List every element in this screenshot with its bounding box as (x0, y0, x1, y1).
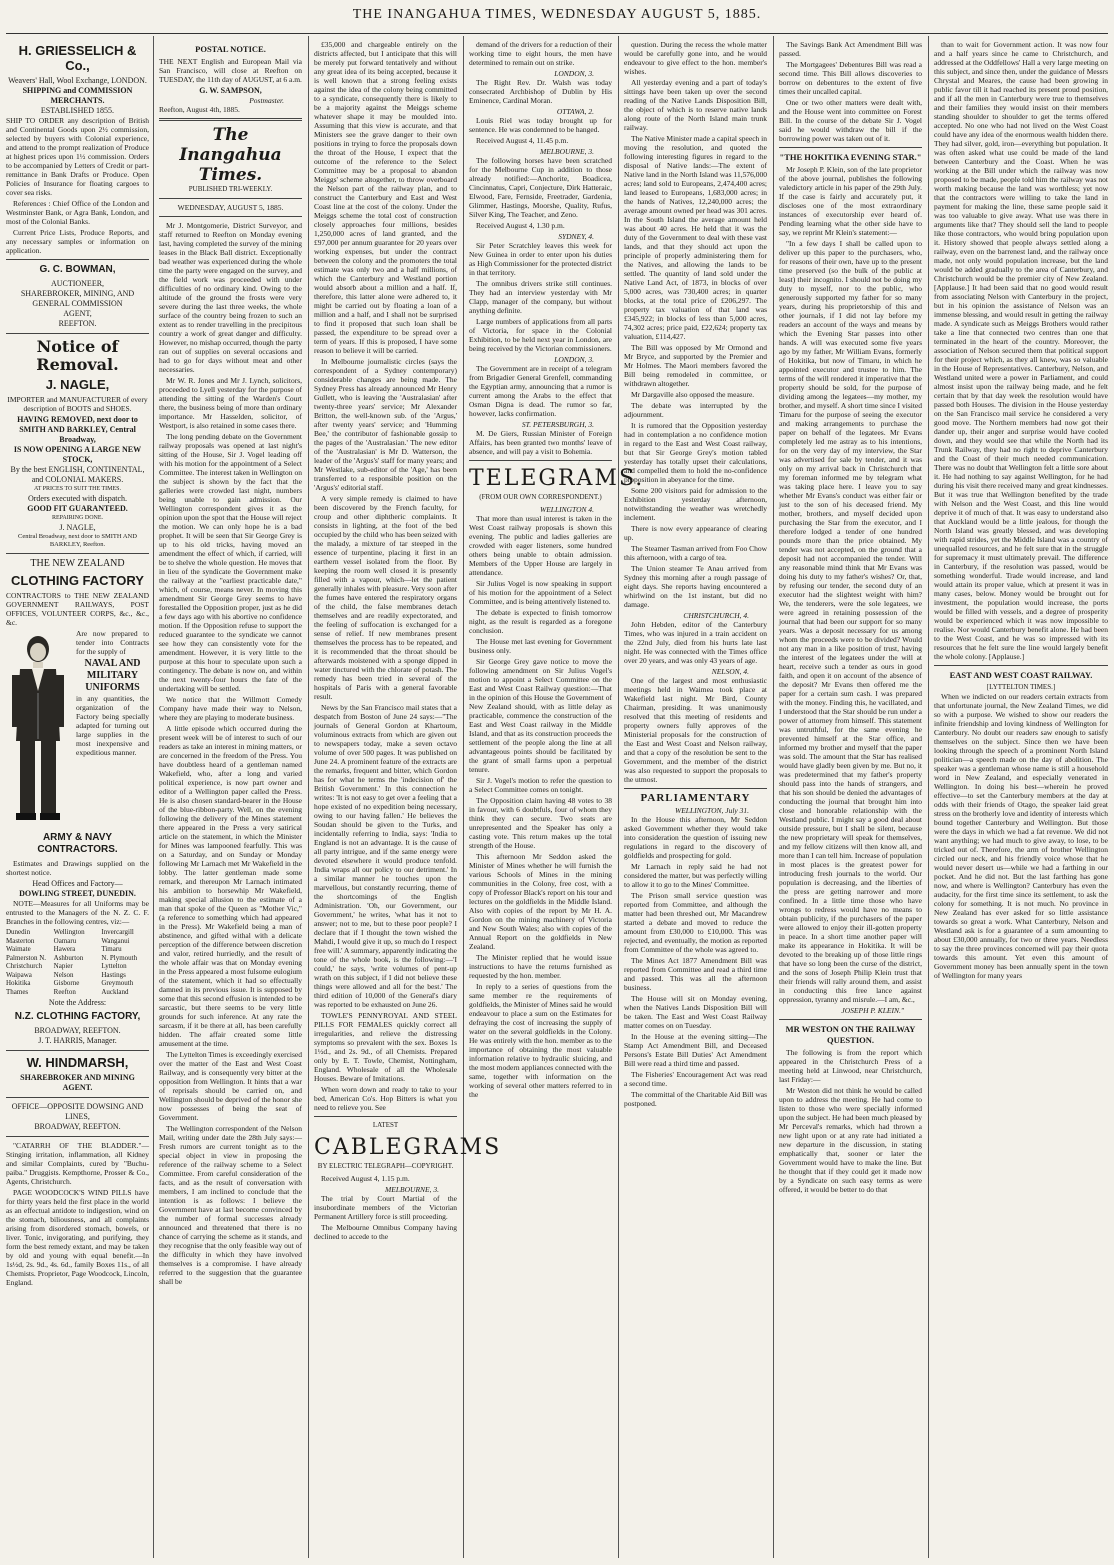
paragraph: Sir George Grey gave notice to move the following amendment on Sir Julius Vogel's motion to appoint a Select Committee on the East and West Coast Railway question:—That in the opinion of this House the Government of New Zealand should, with as little delay as practicable, commence the construction of the East and West Coast railway in the Middle Island, and that as its construction proceeds the settlement of the people along the line at all advantageous points should be facilitated by the grant of small farms upon a perpetual tenure. (469, 657, 612, 774)
ad-divider (6, 1136, 149, 1137)
griesselich-address: Weavers' Hall, Wool Exchange, LONDON. (8, 76, 147, 85)
branch-town: Dunedin (6, 928, 31, 936)
nagle-signature: J. NAGLE, (59, 523, 96, 532)
nz-title-line1: THE NEW ZEALAND (30, 558, 125, 569)
nz-factory-name: N.Z. CLOTHING FACTORY, (14, 1011, 141, 1022)
cable-byline: BY ELECTRIC TELEGRAPH—COPYRIGHT. (317, 1162, 454, 1170)
nagle-opening: IS NOW OPENING A LARGE NEW STOCK, (13, 445, 142, 464)
hindmarsh-name: W. HINDMARSH, (26, 1055, 129, 1070)
paragraph: We notice that the Willmott Comedy Company have made their way to Nelson, where they are playing to moderate business. (159, 695, 302, 722)
paragraph: The Opposition claim having 48 votes to 38 in favour, with 6 doubtfuls, four of whom they think they can secure. Two seats are unrepresented and the Speaker has only a casting vote. This return makes up the total strength of the House. (469, 796, 612, 850)
nz-title-line2: CLOTHING FACTORY (11, 573, 144, 588)
ad-divider (6, 1050, 149, 1051)
column-6-body (779, 40, 922, 143)
nz-head-offices: Head Offices and Factory— (32, 879, 123, 888)
paragraph: The Native Minister made a capital speech in moving the resolution, and quoted the following interesting figures in regard to the disposal of Native lands:—The extent of Native land in the North Island was 11,576,000 acres; land sold to Europeans, 2,474,400 acres; land leased to Europeans, 1,683,000 acres; in the hands of Natives, 12,240,000 acres; the average amount owned per head was 301 acres. In the South Island the average amount held was about 40 acres. He held that it was the duty of the Government to deal with these vast lands, and that they should act upon the principle of properly administering them for the Natives, and allowing the lands to be settled. The quantity of land sold under the Native Land Act, of 1873, in blocks of over 5,000 acres, was 730,400 acres; in quarter blocks, at the total price of £206,297. The property tax valuation of that land was £345,922; in blocks of less than 5,000 acres, 74,302 acres; price paid, £22,624; property tax valuation, £114,427. (624, 134, 767, 341)
paragraph: The Steamer Tasman arrived from Foo Chow this afternoon, with a cargo of tea. (624, 544, 767, 562)
published-tri-weekly: PUBLISHED TRI-WEEKLY. (188, 185, 273, 193)
nz-prepared: Are now prepared to tender into Contracts for the supply of (76, 629, 149, 656)
paragraph: The debate was interrupted by the adjournment. (624, 401, 767, 419)
branch-town: Hokitika (6, 979, 31, 987)
hindmarsh-trade: SHAREBROKER AND MINING AGENT. (20, 1073, 135, 1092)
griesselich-body: SHIP TO ORDER any description of British and Continental Goods upon 2½ commission, selected by buyers with Colonial experience, and attend to the prompt realization of Produce at highest prices upon 1½ commission. Orders to be accompanied by Letters of Credit or part-remittance in Bank Drafts or Produce. Open Policies of Insurance for floating cargoes to cover sea risks. (6, 116, 149, 197)
column-rule (928, 36, 929, 1558)
branch-town: Wanganui (101, 936, 130, 945)
head-rule (6, 33, 1108, 34)
east-west-railway-source: [LYTTELTON TIMES.] (986, 683, 1056, 691)
branch-town: Masterton (6, 936, 35, 945)
paragraph: In the House at the evening sitting—The Stamp Act Amendment Bill, and Deceased Persons's Estate Bill Duties' Act Amendment Bill were read a third time and passed. (624, 1032, 767, 1068)
paragraph: "In a few days I shall be called upon to deliver up this paper to the purchasers, who, for reasons of their own, have up to the present time preserved (so the bulk of the public at least) their incognito. I should not be doing my duty to myself, nor to the public, who generously supported my father for so many years, during his proprietorship of this and other journals, if I did not lay before my readers an account of the ways and means by which the Evening Star passes into other hands. A will was executed some five years ago by my father, Mr William Evans, formerly of Hokitika, but now of Timaru, in which he appointed executor and trustee to him. The terms of the will rendered it imperative that the property should be sold, for the purpose of dividing among the legatees—my mother, my brother, and myself. A short time since I visited Timaru for the purpose of seeing the executor and making arrangements to purchase the paper on behalf of the legatees. Mr Evans completely led me astray as to his intentions, for on the very day of my interview, the Star was advertised for sale by tender, and it was only on my arrival back in Christchurch that my foreman informed me by telegram what was taking place here. I leave you to say whether Mr Evans's conduct was either fair or just to the son of his deceased friend. My mother, brothers, and myself decided upon purchasing the Star from the executor, and I therefore lodged a tender of one hundred pounds more than the price obtained. My tender was not accepted, on the ground that a deposit had not accompanied the tender. Will any reasonable mind think that Mr Evans was doing his duty to my father's wishes? Or, that, by refusing our tender, the second duty of an executor had the slightest weight with him? We, the tenderers, were the sole legatees, we were agreed in retaining possession of the journal that had been our support for so many years. Was a deposit necessary for us among whom the proceeds were to be divided? Would not any man in a like position of trust, having the interest of the legatees under the will at heart, receive such a tender as ours in good faith, and open it on account of the absence of the deposit? Mr Evans then offered me the paper for a certain sum cash. I was prepared with the money. Finding this, he vacillated, and I understood that the Star should be run under a power of attorney from himself. This statement was untruthful, for the same evening he prevented himself at the Star office, and informed my brother and myself that the paper was sold. The amount that the Star has realised would have gladly been given by me. But no, it was predetermined that my father's property should pass into the hands of strangers, and that his son should be denied the advantages of conducting the journal that brought him into close and honorable relationship with the Westland public. I might say a good deal about outside pressure, but I shall be silent, because the new proprietary will speak for themselves, and my fellow citizens will then know all, and more than I can tell him. Increase of population in most places is the greatest power for introducing fresh journals to the world. Our population is decreasing, and the liberties of the press are getting narrower and more confined. In a little time those who have wrongs to redress would have no means to obtain publicity, if the purchasers of the paper were allowed to enjoy their ill-gotten property in peace. In a short time another paper will make its appearance in Hokitika. It will be devoted to the breaking up of those little rings that have so long been the curse of the district, and the sons of Joseph Philip Klein trust that their friends will rally around them, and assist in conducting this free lance against oppression, tyranny and misrule.—I am, &c., (779, 239, 922, 1004)
cablegrams-heading: CABLEGRAMS (314, 1135, 502, 1160)
column-4-body (469, 40, 612, 67)
christchurch-dateline: CHRISTCHURCH, 4. (683, 611, 749, 620)
hokitika-signature: JOSEPH P. KLEIN." (841, 1006, 904, 1015)
branch-town: Thames (6, 987, 29, 996)
paragraph: The House will sit on Monday evening, when the Natives Lands Disposition Bill will be taken. The East and West Coast Railway matter comes on on Tuesday. (624, 994, 767, 1030)
postal-title: POSTAL NOTICE. (195, 44, 266, 54)
postal-signature: G. W. SAMPSON, (199, 86, 262, 95)
paragraph: In the House this afternoon, Mr Seddon asked Government whether they would take into consideration the question of issuing new regulations in regard to the discovery of goldfields and prospecting for gold. (624, 815, 767, 860)
paragraph: The committal of the Charitable Aid Bill was postponed. (624, 1090, 767, 1108)
branch-town: Palmerston N. (6, 953, 47, 962)
paragraph: There is now every appearance of clearing up. (624, 524, 767, 542)
bowman-name: G. C. BOWMAN, (39, 264, 116, 275)
paragraph: The debate is expected to finish tomorrow night, as the result is regarded as a foregone conclusion. (469, 608, 612, 635)
woodcock-ad: PAGE WOODCOCK'S WIND PILLS have for thirty years held the first place in the world as an effectual antidote to indigestion, wind on the stomach, biliousness, and all complaints arising from disordered stomach, bowels, or liver. Tonic, invigorating, and purifying, they form the best remedy extant, and may be taken by old and young with equal benefit.—In 1s½d, 2s. 9d., 4s. 6d., family Boxes 11s., of all Chemists. Proprietor, Page Woodcock, Lincoln, England. (6, 1188, 149, 1287)
running-head-title: THE INANGAHUA TIMES, WEDNESDAY AUGUST 5, 1885. (352, 7, 762, 22)
hokitika-article (779, 165, 922, 1004)
ottawa-dateline: OTTAWA, 2. (556, 107, 594, 116)
east-west-railway-body: When we indicted on our readers certain extracts from that unfortunate journal, the New Zealand Times, we did so with a purpose. We wished to show our readers the infinite friendship and loving kindness of Wellington for Canterbury. No doubt our readers saw enough to satisfy themselves on the subject. Since then we have been looking through the speech of a prominent North Island politician—a speech made on the day of abolition. The speaker was a gentleman whose name is still a household word in New Zealand, and especially venerated in Wellington. In doing his best—wherein he proved effective—to set the Canterbury members at the day at odds with their friends of Otago, the speaker laid great stress on the brotherly love and identity of interests which bound together Canterbury and Wellington. But those were the days in which we had a fat revenue. We did not want anything; we had much to give away, to lose, to be tricked out of. Therefore, the arm of brother Wellington circled our neck, and his friendly voice whose that he would never desert us—while we had a farthing in our pocket. And he did not. But the last farthing has gone now, and where is Wellington? Canterbury has even the audacity, for the first time since its settlement, to ask the colony for something. It is not much. No province in New Zealand has ever asked for so little assistance towards so great a work. What Canterbury, Nelson and Westland ask is for a guarantee of a sum amounting to about £30,000 annually, for two or three years. Needless to say the three provinces concerned will pay their quota towards this amount. Yet even this amount of Government money has been annually spent in the town of Wellington for many years (934, 692, 1108, 980)
paragraph: Mr Weston did not think he would be called upon to address the meeting. He had come to listen to those who were specially informed upon the subject. He had been much pleased by Mr Perceval's remarks, which had thrown a new light upon or at any rate had initiated a new departure in the discussion, in stating emphatically that, sooner or later the Government would have to make the line. But he thought that if they could get it made now by a Syndicate on such easy terms as were offered, it would be better to do that (779, 1086, 922, 1194)
postal-body: THE NEXT English and European Mail via San Francisco, will close at Reefton on TUESDAY, the 11th day of AUGUST, at 6 a.m. (159, 57, 302, 84)
branch-town: Oamaru (53, 936, 77, 945)
paragraph: The trial by Court Martial of the insubordinate members of the Victorian Permanent Artillery force is still proceeding. (314, 1194, 457, 1221)
cable-place: MELBOURNE, 3. (385, 1185, 439, 1194)
paragraph: A little episode which occurred during the present week will be of interest to such of our readers as take an interest in mining matters, or are concerned in the freedom of the Press. You have doubtless heard of a gentleman named Wakefield, who, after a long and varied political experience, is now part owner and editor of a Wellington paper called the Press. He is also chosen standard-bearer in the House of the blue-ribbon-party. Well, on the evening following the delivery of the Mines statement there appeared in the Press a very satirical article on the statement, in which the Minister for Mines was lampooned fearfully. This was on a Saturday, and on Sunday or Monday following Mr Larnach met Mr Wakefield in the lobby. The latter gentleman made some remark, and thereupon Mr Larnach intimated his ambition to horsewhip Mr Wakefield, making special allusion to the estimate of a man that spoke of the Queen as "Mother Vic," (a reference to something which had appeared in the Press). Mr Wakefield being a man of abstinence, and gifted withal with a delicate perception of the difference between discretion and valor, retired hurriedly, and the result of the whole affair was that on Monday evening in the Press appeared a most fulsome eulogium of the statement, which it had so effectually damned in its previous issue. It is supposed by some that this second effusion is intended to be sarcastic, but there seems to be very little grounds for such inference. At any rate the sarcasm, if it be there at all, has been carefully hidden. The affair created some little amusement at the time. (159, 724, 302, 1048)
omnibus-item: The omnibus drivers strike still continues. They had an interview yesterday with Mr Clapp, manager of the company, but without anything definite. (469, 279, 612, 315)
wellington-telegrams (469, 514, 612, 1099)
paragraph: £35,000 and chargeable entirely on the districts affected, but I anticipate that this will be merely put forward tentatively and without any great idea of its being accepted, because it is well known that a strong feeling exists against the idea of the colony being committed to a syndicate, consequently there is likely to be a majority against the Meiggs scheme whatever shape it may be moulded into. Assuming that this view is accurate, and that Ministers see the grave danger to their own positions in trying to force the proposals down the throat of the House, I expect that the outcome of the reference to the Select Committee may be a proposal to abandon Meiggs' scheme altogether, to throw overboard the Nelson part of the railway plan, and to construct the Canterbury and East and West Coast line at the cost of the colony. Under the Meiggs scheme the total cost of construction closely approaches four millions, besides 1,250,000 acres of land granted, and the £97,000 per annum guarantee for 20 years over working expenses, but under the contract between the colony and the promoters the total estimate was only two and a half millions, of which the Canterbury and Westland portion would absorb about a million and a half. If, therefore, this latter alone were adhered to, it might be carried out by floating a loan of a million and a half, and I shall not be surprised to find it proposed that such loan shall be passed, the expenditure to be spread over a term of years. If this is proposed, I have some reason to believe it will be carried. (314, 40, 457, 355)
ad-divider (6, 1097, 149, 1098)
telegrams-byline: (FROM OUR OWN CORRESPONDENT.) (479, 493, 602, 501)
paragraph: The Savings Bank Act Amendment Bill was passed. (779, 40, 922, 58)
paragraph: The long pending debate on the Government railway proposals was opened at last night's sitting of the House, Sir J. Vogel leading off with his motion for the appointment of a Select Committee. The interest taken in Wellington on the subject is shown by the fact that the galleries were crowded last night, numbers being unable to gain admission. Our Wellington correspondent gives it as the opinion upon the spot that the House will reject the motion. We can only hope he is a bad prophet. It will be seen that Sir George Grey is up to his old tricks, having moved an amendment the effect of which, if carried, will be to shelve the whole question. He moves that in lieu of the syndicate the Government make the railway at the "earliest practicable date," which, of course, means never. In moving this amendment Sir George Grey seems to have forestalled the Opposition proper, just as he did a few days ago with his abortive no confidence motion. If the Opposition refuse to support the reduced guarantee to the syndicate we cannot see how they can consistently vote for the amendment. However, it is very little to the purpose at this hour to speculate upon such a contingency. The debate is now on, and within the next twenty-four hours the fate of the undertaking will be settled. (159, 432, 302, 693)
griesselich-references: References : Chief Office of the London and Westminster Bank, or Agra Bank, London, and most of the Colonial Banks. (6, 199, 149, 226)
parliamentary-heading: PARLIAMENTARY (640, 792, 751, 804)
nagle-prices: AT PRICES TO SUIT THE TIMES. (33, 486, 122, 492)
ad-divider (6, 333, 149, 334)
nelson-item: One of the largest and most enthusiastic meetings held in Waimea took place at Wakefield last night. Mr Bird, County Chairman, presiding. It was unanimously resolved that this meeting of residents and property owners fully approves of the Ministerial proposals for the construction of the East and West Coast and Nelson railway, and that a copy of the resolution be sent to the Government, and the member of the district was also requested to support the proposals to the utmost. (624, 676, 767, 784)
paragraph: Sir J. Vogel's motion to refer the question to a Select Committee comes on tonight. (469, 776, 612, 794)
issue-date: WEDNESDAY, AUGUST 5, 1885. (177, 203, 284, 212)
newspaper-nameplate: The Inangahua Times. (179, 125, 282, 185)
branch-town: Hastings (101, 970, 126, 979)
branch-town: Napier (53, 962, 73, 970)
griesselich-prices: Current Price Lists, Produce Reports, and any necessary samples or information on application. (6, 228, 149, 255)
section-divider (469, 460, 612, 461)
received-3: Received August 4, 1.30 p.m. (476, 221, 565, 230)
london-dateline-2: LONDON, 3. (554, 355, 594, 364)
removal-title: Notice of Removal. (36, 337, 119, 374)
paragraph: Mr Joseph P. Klein, son of the late proprietor of the above journal, publishes the following valedictory article in his paper of the 29th July. If the case is fairly and accurately put, it discloses one of the most extraordinary instances of executorship ever heard of. Pending learning what the other side have to say, we reprint Mr Klein's statement:— (779, 165, 922, 237)
column-rule (618, 36, 619, 1558)
weston-heading: MR WESTON ON THE RAILWAY QUESTION. (785, 1024, 916, 1045)
hindmarsh-broadway: BROADWAY, REEFTON. (34, 1122, 121, 1131)
column-3-body (314, 40, 457, 1112)
paragraph: This afternoon Mr Seddon asked the Minister of Mines whether he will furnish the various Schools of Mines in the mining communities in the Colony, free cost, with a copy of Professor Black's report on his tour and lectures on the goldfields in the Middle Island. Also with copies of the report by Mr H. A. Gordon on the mining machinery of Victoria and New South Wales; also with copies of the Annual Report on the goldfields in New Zealand. (469, 852, 612, 951)
paragraph: The Bill was opposed by Mr Ormond and Mr Bryce, and supported by the Premier and Mr Holmes. The Maori members favored the Bill being remodeled in committee, or withdrawn altogether. (624, 343, 767, 388)
branch-town: Reefton (53, 987, 76, 996)
branch-town: Auckland (101, 987, 129, 996)
paragraph: Mr Dargaville also opposed the measure. (631, 390, 755, 399)
column-5-body (624, 40, 767, 609)
nagle-name: J. NAGLE, (45, 377, 110, 392)
st-petersburgh-item: M. De Giers, Russian Minister of Foreign Affairs, has been granted two months' leave of absence, and will pay a visit to Bohemia. (469, 429, 612, 456)
hokitika-heading: "THE HOKITIKA EVENING STAR." (779, 152, 922, 162)
branch-town: Greymouth (101, 979, 134, 987)
nz-dowling: DOWLING STREET, DUNEDIN. (19, 889, 136, 898)
paragraph: TOWLE'S PENNYROYAL AND STEEL PILLS FOR FEMALES quickly correct all irregularities, and relieve the distressing symptoms so prevalent with the sex. Boxes 1s 1½d., and 2s. 9d., of all Chemists. Prepared only by E. T. Towle, Chemist, Nottingham, England. Wholesale of all the Wholesale Houses. Beware of Imitations. (314, 1011, 457, 1083)
paragraph: When worn down and ready to take to your bed, American Co's. Hop Bitters is what you need to relieve you. See (314, 1085, 457, 1112)
paragraph: demand of the drivers for a reduction of their working time to eight hours, the men have determined to remain out on strike. (469, 40, 612, 67)
st-petersburgh-dateline: ST. PETERSBURGH, 3. (521, 420, 594, 429)
section-divider (779, 147, 922, 148)
branch-town: Hawera (53, 945, 76, 953)
cable-received: Received August 4, 1.15 p.m. (321, 1174, 410, 1183)
paragraph: The Wellington correspondent of the Nelson Mail, writing under date the 28th July says:—Fresh rumors are current tonight as to the special object in view in proposing the reference of the railway scheme to a Select Committee. From careful consideration of the facts, and as the result of conversation with members, I am inclined to conclude that the intention is as follows: I believe the Government have at last become convinced by the number of formal successes already announced and threatened that there is no chance of carrying the scheme as it stands, and they recognise that the only feasible way out of the difficulty in which they have involved themselves is a compromise. I have already referred to the suggestion that the guarantee shall be (159, 1124, 302, 1286)
paragraph: All yesterday evening and a part of today's sittings have been taken up over the second reading of the Native Lands Disposition Bill, the object of which is to reserve native lands along route of the North Island main trunk railway. (624, 78, 767, 132)
nz-organization: in any quantities, the organization of the Factory being specially adapted for turning out large supplies in the most inexpensive and expeditious manner. (76, 694, 149, 757)
paragraph: question. During the recess the whole matter would be carefully gone into, and he would endeavour to give effect to the hon. member's wishes. (624, 40, 767, 76)
paragraph: Sir Julius Vogel is now speaking in support of his motion for the appointment of a Select Committee, and is being attentively listened to. (469, 579, 612, 606)
paragraph: News by the San Francisco mail states that a despatch from Boston of June 24 says:—"The journals of General Gordon at Khartoum, voluminous extracts from which are given out to newspapers today, make a seven octavo volume of over 500 pages. It was published on June 24. A prominent feature of the extracts are the remarks, frequent and bitter, which Gordon has for what he terms the 'indecision of' the British Government.' In this connection he writes: 'It is not easy to get over a feeling that a hope existed of no expedition being necessary, owing to our having fallen.' He believes the Soudan should be given to the Turks, and incidentally referring to India, says: 'India to England is not an advantage. It is the cause of all party intrigue, and if the same energy were devoted elsewhere it would produce tenfold. India wraps all our policy to our detriment.' In a similar manner he touches upon the marvellous, but constantly recurring, theme of the shortcomings of the English Administration. 'Oh, our Government, our Government,' he writes, 'what has it not to answer; not to me, but to these poor people? I declare that if I thought the town wished the Mahdi, I would give it up, so much do I respect free will.' A summary, apparently indicating the tone of the whole book, is the following:—'I could,' he says, 'write volumes of pent-up wrath on this subject, if I did not believe these things were allowed and all for the best.' The third edition of 10,000 of the General's diary was reported to be exhausted on June 26. (314, 703, 457, 1009)
paragraph: The Prison small service question was reported from Committee, and although the matter had been threshed out, Mr Macandrew started a debate and moved to reduce the amount from £30,000 to £10,000. This was rejected, and eventually, the motion as reported from Committee of the whole was agreed to. (624, 891, 767, 954)
nz-address-note: Note the Address: (48, 998, 107, 1007)
column-rule (463, 36, 464, 1558)
nelson-dateline: NELSON, 4. (711, 667, 749, 676)
branch-town: Nelson (53, 970, 74, 979)
branch-town: Gisborne (53, 979, 80, 987)
column-rule (153, 36, 154, 1558)
nagle-orders: Orders executed with dispatch. (27, 494, 128, 503)
london-dateline: LONDON, 3. (554, 69, 594, 78)
nagle-body: IMPORTER and MANUFACTURER of every description of BOOTS and SHOES. (7, 395, 148, 413)
paragraph: The following is from the report which appeared in the Christchurch Press of a meeting held at Linwood, near Christchurch, last Friday:— (779, 1048, 922, 1084)
paragraph: The Mines Act 1877 Amendment Bill was reported from Committee and read a third time and passed. This was all the afternoon business. (624, 956, 767, 992)
branch-town: Timaru (101, 945, 122, 953)
received-2: Received August 4, 11.45 p.m. (476, 136, 569, 145)
running-head (0, 0, 1114, 30)
griesselich-name: H. GRIESSELICH & Co., (18, 43, 137, 73)
branch-town: Lyttelton (101, 962, 127, 970)
column-2 (159, 40, 302, 1555)
bowman-agent: AGENT, (63, 309, 92, 318)
section-divider (159, 118, 302, 121)
nz-army-contractors: ARMY & NAVY CONTRACTORS. (37, 832, 118, 855)
branch-town: N. Plymouth (101, 953, 138, 962)
hindmarsh-office: OFFICE—OPPOSITE DOWSING AND LINES, (11, 1102, 144, 1121)
paragraph: That more than usual interest is taken in the West Coast railway proposals is shown this evening. The public and ladies galleries are crowded with eager listeners, some hundred others being unable to obtain admission. Members of the Upper House are largely in attendance. (469, 514, 612, 577)
paragraph: In reply to a series of questions from the same member re the requirements of goldfields, the Minister of Mines said he would endeavour to place a sum on the Estimates for defraying the cost of increasing the supply of water on the several goldfields in the Colony. He was entirely with the hon. member as to the importance of obtaining the most valuable information relative to hydraulic sluicing, and the most modern appliances connected with the same, together with information on the working of several other matters referred to in the (469, 982, 612, 1099)
ad-divider (6, 553, 149, 554)
section-divider (314, 1116, 457, 1117)
melbourne-item: The following horses have been scratched for the Melbourne Cup in addition to those already notified:—Anchorite, Boadicea, Cincinnatus, Capri, Conjecture, Dirk Hatteraic, Elwood, Fare, Fernside, Freetrader, Gardenia, Glimmer, Hastings, Moorshe, Quality, Rufus, Silver King, The Teacher, and Zeno. (469, 156, 612, 219)
nz-manager: J. T. HARRIS, Manager. (38, 1036, 117, 1045)
column-rule (773, 36, 774, 1558)
nz-broadway: BROADWAY, REEFTON. (34, 1026, 121, 1035)
paragraph: Mr Larnach in reply said he had not considered the matter, but was perfectly willing to allow it to go to the Mines' Committee. (624, 862, 767, 889)
column-1-advertisements (6, 40, 149, 1555)
paragraph: It is rumored that the Opposition yesterday had in contemplation a no confidence motion in regard to the East and West Coast railway, but that Sir George Grey's motion tabled yesterday has totally upset their calculations, and compelled them to hold the no-confidence proposition in abeyance for the time. (624, 421, 767, 484)
paragraph: than to wait for Government action. It was now four and a half years since he came to Christchurch, and addressed at the Oddfellows' Hall a very large meeting on this subject, and since then, under the guidance of Messrs Chrystal and Meares, the cause had been growing in public favor till it had reached its present proud position, and if all the men in Canterbury were true to themselves and their families they would insist on their members standing shoulder to shoulder to get the terms offered accepted. No one who had not lived on the West Coast could have any idea of the enormous wealth hidden there. They had silver, gold, iron—everything but population. It was often asked what use could be made of the land between Canterbury and the Coast. When he was working at the Bill under which the railway was now proposed to be made, people told him the railway was not worth making because the land was worthless; yet now that the contractors were willing to take the land in payment for making the line, these same people said it was too valuable to give away. What use was there in arguments like that? They should sell the land to people like those contractors, who would bring population upon it. History showed that people always settled along a railway, even on the barrenest land, and the railway once made, not only would population increase, but the land would be added gradually to the area of Canterbury, and Christchurch would be the premier city of New Zealand. [Applause.] It had been said that no good would result from associating Nelson with Canterbury in the project, but in his opinion the assistance of Nelson was an immense blessing, and would result in getting the railway made. A syndicate such as Meiggs Brothers would rather take a line that connected two centres than one that terminated in the heart of the country. Moreover, the association of Nelson secured them that political support for their project which, as they all knew, was so valuable in the House of Representatives. Canterbury, Nelson, and Westland united were a power in Parliament, and could almost insist upon the railway being made, and he felt certain that by that day week the resolution would have passed both Houses. The division in the House yesterday on the San Francisco mail service he considered a very good move. The Northern members had now got their dander up, their anger and surprise would have cooled down, and they would see that while the North had its Trunk Railway, they had no right to deprive Canterbury and the Coast of their much needed communication. There was no doubt that Wellington felt a little sore about it. He had nothing to say against Wellington, for he had during his visit there received many and great kindnesses. But it was true that Wellington benefited by the trade with Nelson and the West Coast, and this line would deprive it of much of that. It was easy to understand also that Auckland would be a little jealous, for though the North Island was greatly blessed, and was developing with rapid strides, yet the Middle Island was a country of unequalled resources, and he felt sure that in the struggle for supremacy it must ultimately prevail. The difference in Canterbury, if the resolution was passed, would be something wonderful. Trade would increase, and land would attain its proper value, which at present it was in many cases, below. Money would be brought out for investment, the population would increase, the ports would be filled with vessels, and a degree of prosperity would be experienced which it was now impossible to realise. Nor would Canterbury benefit alone. He had been to the West Coast, and he was so impressed with its resources that he felt sure the line would largely benefit the whole colony. [Applause.] (934, 40, 1108, 661)
sydney-dateline: SYDNEY, 4. (558, 232, 594, 241)
postal-role: Postmaster. (249, 96, 284, 105)
nagle-signature-address: Central Broadway, next door to SMITH AND BARKLEY, Reefton. (18, 533, 137, 548)
paragraph: In Melbourne journalistic circles (says the correspondent of a Sydney contemporary) considerable changes are being made. The Sydney Press has already announced Mr Henry Gullett, who is leaving the 'Australasian' after twenty-three years' service; Mr Alexander Britton, the well-known sub. of the 'Argus,' after twenty years' service; and 'Humming Bee,' the contributor of fashionable gossip to the pages of the 'Australasian.' The new editor of the 'Australasian' is Mr D. Watterson, the leader of the 'Argus's' staff for many years; and Mr Westlake, sub-editor of the 'Age,' has been transferred to a responsible position on the 'Argus's' editorial staff. (314, 357, 457, 492)
column-3 (314, 40, 502, 1555)
branch-town: Waipawa (6, 970, 32, 979)
section-divider (934, 665, 1108, 666)
uniformed-boy-illustration (6, 631, 70, 827)
griesselich-trade: SHIPPING and COMMISSION MERCHANTS. (22, 86, 133, 105)
christchurch-item: John Hebden, editor of the Canterbury Times, who was injured in a train accident on the 22nd July, died from his hurts late last night. He was connected with the Times office over 20 years, and was only 43 years of age. (624, 620, 767, 665)
section-divider (159, 216, 302, 217)
column-rule (308, 36, 309, 1558)
telegrams-heading: TELEGRAMS. (469, 466, 645, 491)
parliamentary-body (624, 815, 767, 1108)
editorial-body (159, 221, 302, 1286)
paragraph: One or two other matters were dealt with, and the House went into committee on Forest Bill. In the course of the debate Sir J. Vogel said he would withdraw the bill if the borrowing power was taken out of it. (779, 98, 922, 143)
column-6 (779, 40, 922, 1555)
paragraph: The Union steamer Te Anau arrived from Sydney this morning after a rough passage of eight days. She reports having encountered a whirlwind on the 1st instant, but did no damage. (624, 564, 767, 609)
london-item: The Right Rev. Dr. Walsh was today consecrated Archbishop of Dublin by His Eminence, Cardinal Moran. (469, 78, 612, 105)
bowman-town: REEFTON. (58, 319, 97, 328)
section-divider (779, 1019, 922, 1020)
london-item-2: The Government are in receipt of a telegram from Brigadier General Grenfell, commanding the Egyptian army, announcing that a rumor is current among the Arabs to the effect that Osman Digna is dead. The rumor so far, however, lacks confirmation. (469, 364, 612, 418)
branch-town: Waimate (6, 945, 31, 953)
column-7-body (934, 40, 1108, 661)
griesselich-established: ESTABLISHED 1855. (40, 106, 115, 115)
paragraph: Mr W. R. Jones and Mr J. Lynch, solicitors, proceeded to Lyell yesterday for the purpose of attending the sitting of the Warden's Court there, the business being of more than ordinary importance. Mr Hasselden, solicitor, of Westport, is also retained in some cases there. (159, 376, 302, 430)
section-divider (624, 788, 767, 789)
paragraph: The House met last evening for Government business only. (469, 637, 612, 655)
bowman-role: AUCTIONEER, (50, 279, 105, 288)
weston-article (779, 1048, 922, 1194)
paragraph: The Melbourne Omnibus Company having declined to accede to the (314, 1223, 457, 1241)
nagle-fit: GOOD FIT GUARANTEED. (27, 504, 128, 513)
nagle-repair: REPAIRING DONE. (51, 515, 104, 521)
column-7 (934, 40, 1108, 1555)
section-divider (159, 198, 302, 199)
ad-divider (6, 259, 149, 260)
exhibition-item: Large numbers of applications from all parts of Victoria, for space in the Colonial Exhibition, to be held next year in London, are being received by the Victorian commissioners. (469, 317, 612, 353)
melbourne-dateline: MELBOURNE, 3. (540, 147, 594, 156)
paragraph: Some 200 visitors paid for admission to the Exhibition yesterday afternoon, notwithstanding the weather was wretchedly inclement. (624, 486, 767, 522)
paragraph: A very simple remedy is claimed to have been discovered by the French faculty, for croup and other diphtheric complaints. It consists in lighting, at the foot of the bed occupied by the child who has been seized with the malady, a mixture of tar steeped in the essence of turpentine, placing it first in an earthern vessel isolated from the floor. By keeping the room well closed it is presently filled with a vapour, which—let the patient generally inhales with pleasure. Very soon after the fumes have entered the respiratory organs of the child, the false membranes detach themselves and are readily expectorated, and the feeling of suffocation is exchanged for a sense of relief. If new membranes present themselves the process has to be repeated, and it is recommended that the throat should be afterwards moistened with a sponge dipped in water tinctured with the chlorate of potash. The remedy has been tried in several of the hospitals of Paris with a general favorable result. (314, 494, 457, 701)
cable-body (314, 1194, 457, 1241)
nagle-removed: HAVING REMOVED, next door to SMITH AND BARKLEY, Central Broadway, (17, 415, 138, 444)
bowman-trade: SHAREBROKER, MINING, AND GENERAL COMMISSION (20, 289, 135, 308)
sydney-item: Sir Peter Scratchley leaves this week for New Guinea in order to enter upon his duties as High Commissioner for the protected district in that territory. (469, 241, 612, 277)
postal-date: Reefton, August 4th, 1885. (159, 105, 240, 114)
ottawa-item: Louis Riel was today brought up for sentence. He was condemned to be hanged. (469, 116, 612, 134)
cable-label: LATEST (372, 1121, 399, 1129)
nz-contract: CONTRACTORS to THE NEW ZEALAND GOVERNMENT RAILWAYS, POST OFFICES, VOLUNTEER CORPS, &c., &c., &c. (6, 591, 149, 627)
paragraph: The Fisheries' Encouragement Act was read a second time. (624, 1070, 767, 1088)
nagle-stock: By the best ENGLISH, CONTINENTAL, and COLONIAL MAKERS. (10, 465, 145, 484)
wellington-dateline: WELLINGTON 4. (539, 505, 594, 514)
column-4 (469, 40, 645, 1555)
branch-town: Wellington (53, 928, 85, 936)
paragraph: The Lyttelton Times is exceedingly exercised over the matter of the East and West Coast Railway, and is consequently very bitter at the opposition from Wellington. It hints that a war of reprisals should be carried on, and Wellington should be deprived of the honor she now possesses of being the seat of Government. (159, 1050, 303, 1122)
branch-town: Christchurch (6, 962, 43, 970)
nz-branch-towns (6, 928, 149, 996)
east-west-railway-heading: EAST AND WEST COAST RAILWAY. (949, 670, 1093, 680)
parliamentary-dateline: WELLINGTON, July 31. (674, 806, 749, 815)
branch-town: Ashburton (53, 953, 84, 962)
branch-town: Invercargill (101, 928, 134, 936)
nz-estimates: Estimates and Drawings supplied on the shortest notice. (6, 859, 149, 877)
catarrh-ad: "CATARRH OF THE BLADDER."—Stinging irritation, inflammation, all Kidney and similar Complaints, cured by "Buchu-paiba." Druggists. Kempthorne, Prosser & Co., Agents, Christchurch. (6, 1141, 149, 1186)
paragraph: The Mortgagees' Debentures Bill was read a second time. This Bill allows discoveries to borrow on debentures to the extent of five times their uncalled capital. (779, 60, 922, 96)
column-5 (624, 40, 767, 1555)
paragraph: Mr J. Montgomerie, District Surveyor, and staff returned to Reefton on Monday evening last, having completed the survey of the mining leases in the Black Ball district. Exceptionally bad weather was experienced during the whole time the party were engaged on the survey, and the field work was proceeded with under difficulties of no ordinary kind. Owing to the altitude of the ground the frosts were very severe during the last three weeks, the whole surface of the country being frozen to such an extent as to render travelling in the precipitous country a work of great danger and difficulty. However, no mishap occurred, though the party ran out of supplies on several occasions and had to go for days without meat and other necessaries. (159, 221, 302, 374)
paragraph: The Minister replied that he would issue instructions to have the returns furnished as requested by the hon. member. (469, 953, 612, 980)
nz-naval: NAVAL AND MILITARY UNIFORMS (84, 658, 141, 693)
nz-note: NOTE—Measures for all Uniforms may be entrusted to the Managers of the N. Z. C. F. Branches in the following centres, viz:— (6, 899, 149, 926)
